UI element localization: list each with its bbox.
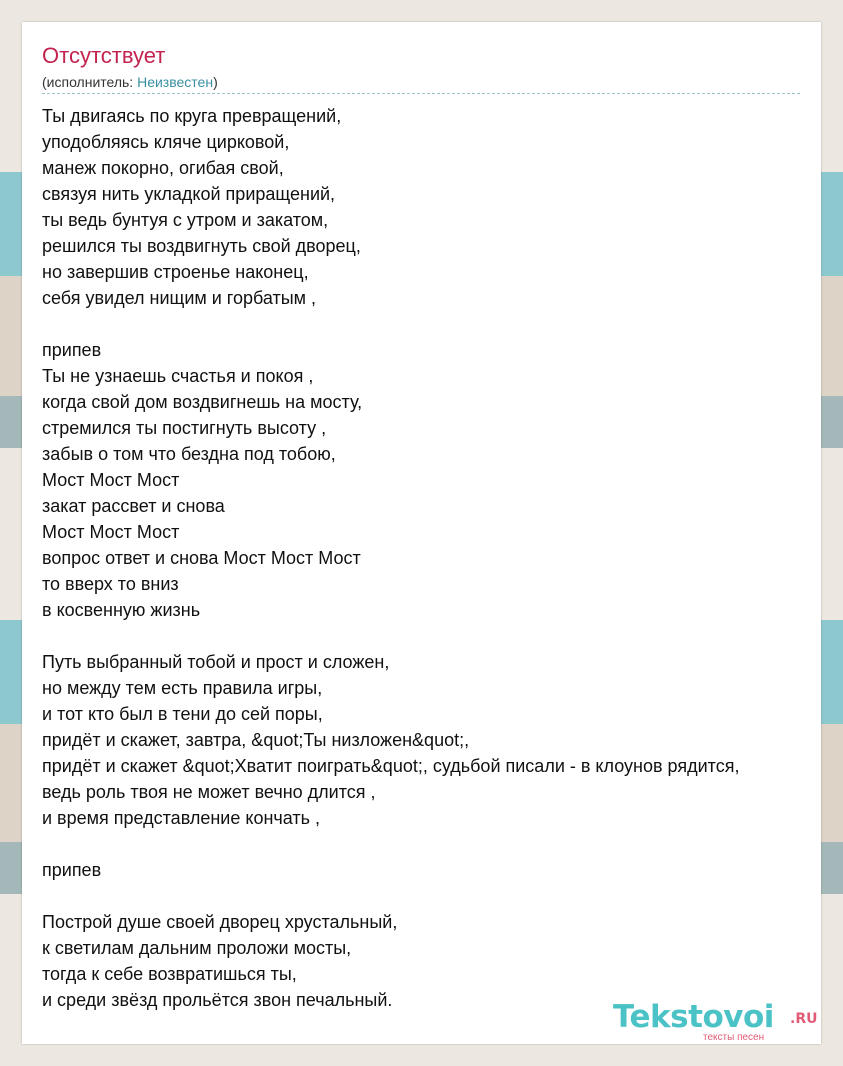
lyric-line: к светилам дальним проложи мосты, bbox=[42, 938, 352, 958]
lyric-line bbox=[42, 883, 843, 909]
lyric-line: уподобляясь кляче цирковой, bbox=[42, 132, 290, 152]
song-title: Отсутствует bbox=[42, 43, 166, 68]
lyric-line: себя увидел нищим и горбатым , bbox=[42, 288, 317, 308]
song-artist-line bbox=[42, 73, 218, 91]
dashed-divider bbox=[42, 93, 800, 94]
lyric-line: придёт и скажет, завтра, &quot;Ты низложен&quot;, bbox=[42, 730, 470, 750]
lyric-line: Построй душе своей дворец хрустальный, bbox=[42, 912, 398, 932]
lyric-line: в косвенную жизнь bbox=[42, 600, 201, 620]
lyric-line: забыв о том что бездна под тобою, bbox=[42, 444, 336, 464]
lyric-line: манеж покорно, огибая свой, bbox=[42, 158, 284, 178]
lyric-line: тогда к себе возвратишься ты, bbox=[42, 964, 297, 984]
lyric-line: но завершив строенье наконец, bbox=[42, 262, 309, 282]
lyric-line: Путь выбранный тобой и прост и сложен, bbox=[42, 652, 390, 672]
lyric-line: Ты не узнаешь счастья и покоя , bbox=[42, 366, 314, 386]
lyric-line: связуя нить укладкой приращений, bbox=[42, 184, 336, 204]
lyric-line: но между тем есть правила игры, bbox=[42, 678, 323, 698]
lyric-line: придёт и скажет &quot;Хватит поиграть&quot;, судьбой писали - в клоунов рядится, bbox=[42, 756, 740, 776]
lyric-line: припев bbox=[42, 340, 102, 360]
lyrics-card bbox=[22, 22, 821, 1044]
lyric-line: и среди звёзд прольётся звон печальный. bbox=[42, 990, 393, 1010]
lyric-line: припев bbox=[42, 860, 102, 880]
logo-wordmark: Tekstovoi bbox=[613, 999, 774, 1035]
lyric-line: когда свой дом воздвигнешь на мосту, bbox=[42, 392, 363, 412]
lyric-line: Ты двигаясь по круга превращений, bbox=[42, 106, 342, 126]
lyric-line: Мост Мост Мост bbox=[42, 522, 180, 542]
lyric-line bbox=[42, 623, 843, 649]
lyrics-text bbox=[42, 103, 843, 1013]
logo-tagline: тексты песен bbox=[703, 1032, 765, 1043]
lyric-line: ведь роль твоя не может вечно длится , bbox=[42, 782, 376, 802]
artist-link[interactable]: Неизвестен bbox=[137, 74, 214, 90]
lyric-line: и тот кто был в тени до сей поры, bbox=[42, 704, 323, 724]
lyric-line: Мост Мост Мост bbox=[42, 470, 180, 490]
lyric-line: вопрос ответ и снова Мост Мост Мост bbox=[42, 548, 361, 568]
artist-prefix: (исполнитель: bbox=[42, 74, 138, 90]
lyric-line: решился ты воздвигнуть свой дворец, bbox=[42, 236, 361, 256]
logo-tld: .RU bbox=[790, 1011, 818, 1027]
lyric-line: стремился ты постигнуть высоту , bbox=[42, 418, 327, 438]
lyric-line: закат рассвет и снова bbox=[42, 496, 225, 516]
lyric-line bbox=[42, 311, 843, 337]
tekstovoi-logo[interactable] bbox=[613, 999, 818, 1043]
lyric-line bbox=[42, 831, 843, 857]
lyric-line: и время представление кончать , bbox=[42, 808, 321, 828]
artist-suffix: ) bbox=[213, 74, 218, 90]
lyric-line: ты ведь бунтуя с утром и закатом, bbox=[42, 210, 329, 230]
lyric-line: то вверх то вниз bbox=[42, 574, 179, 594]
